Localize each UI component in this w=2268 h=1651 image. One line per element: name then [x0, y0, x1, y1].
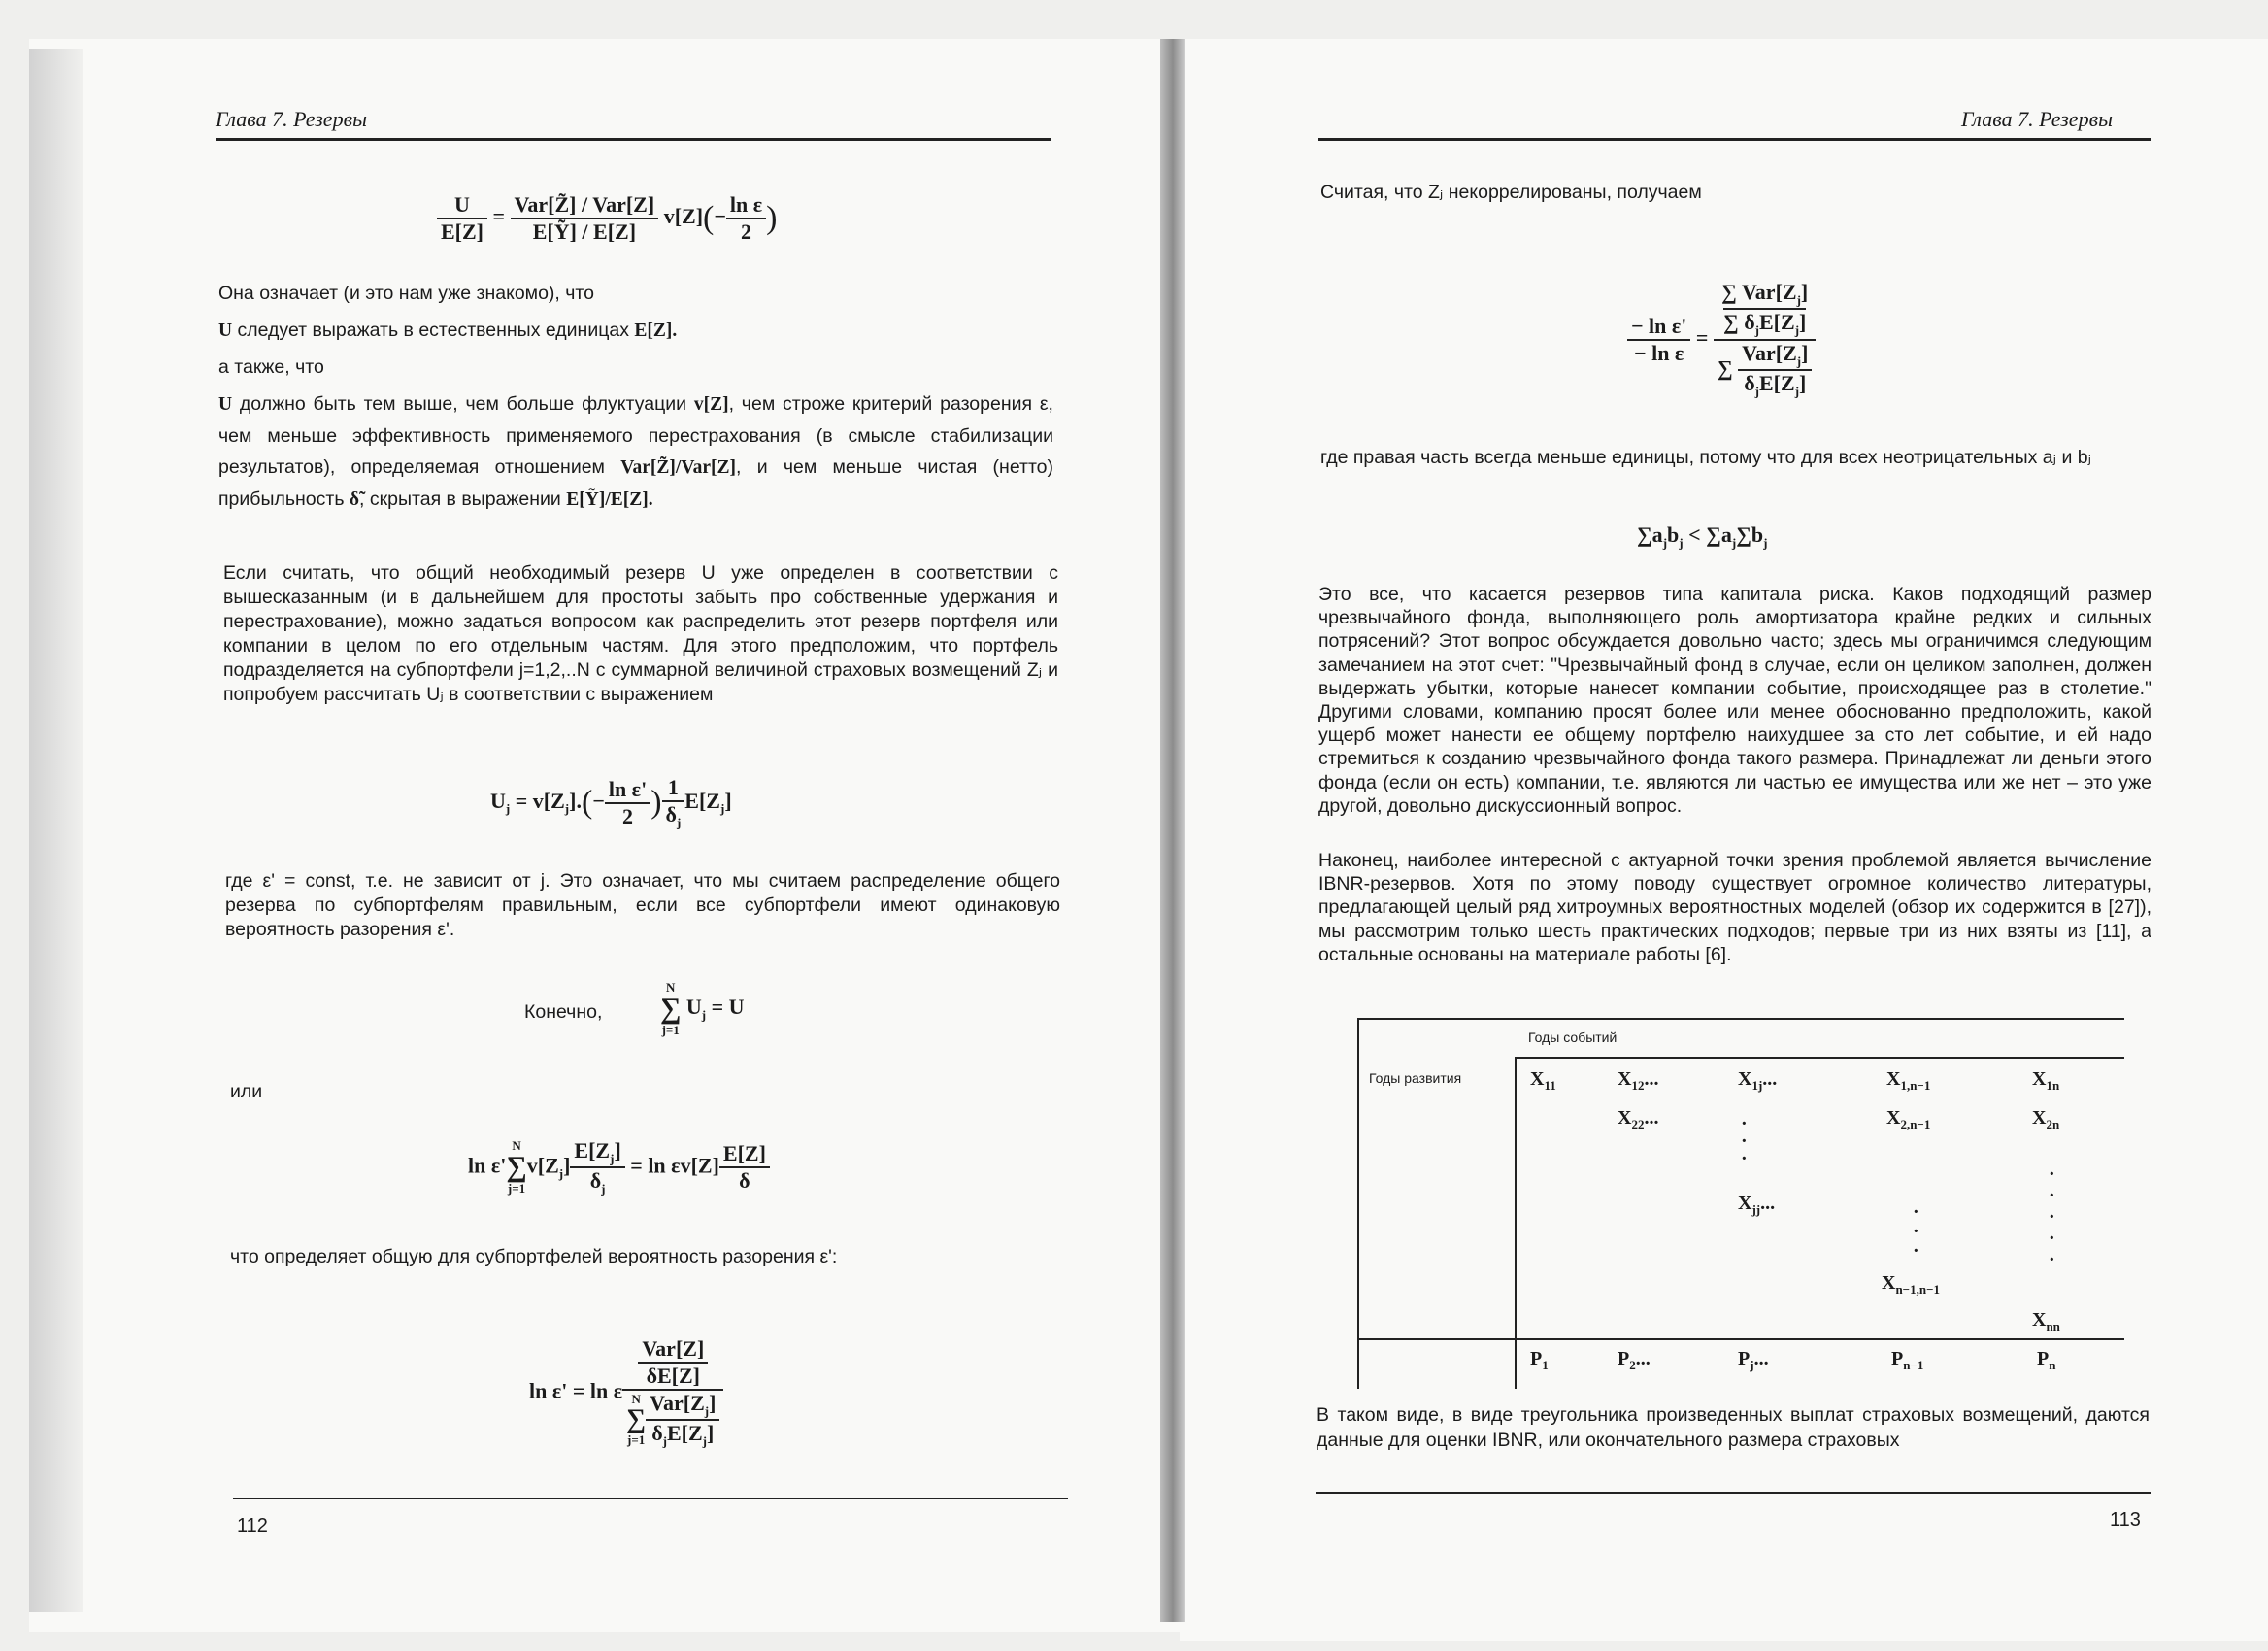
vertical-dots: · · · [1913, 1201, 1919, 1262]
cell-pn-1: $P_{n-1}$ [1891, 1348, 1924, 1372]
cell-x2n-1: $X_{2,n-1}$ [1886, 1107, 1931, 1131]
paragraph-right-part: где правая часть всегда меньше единицы, потому что для всех неотрицательных aⱼ и bⱼ [1320, 447, 2092, 468]
cell-p1: $P_1$ [1530, 1348, 1549, 1372]
header-rule-right [1318, 138, 2151, 141]
text-span: следует выражать в естественных единицах [232, 320, 635, 341]
table-row-header: Годы развития [1369, 1070, 1462, 1086]
cell-pj: $P_j$... [1738, 1348, 1769, 1372]
paragraph-uncorrelated: Считая, что Zⱼ некоррелированы, получаем [1320, 182, 1702, 203]
cell-x12: $X_{12}$... [1618, 1068, 1659, 1093]
cell-x1n: $X_{1n}$ [2032, 1068, 2060, 1093]
page-edge-shadow [29, 49, 83, 1612]
claims-triangle-table [1357, 1018, 2124, 1389]
page-number-left: 112 [237, 1515, 268, 1536]
running-header-right: Глава 7. Резервы [1961, 107, 2114, 131]
equation-uj: $U_j = v[Z_j].(-$ $\frac{\text{ln ε'}}{2}$ ) $\frac{1}{\delta_j}$ $E[Z_j]$ [490, 775, 732, 830]
header-rule-left [216, 138, 1051, 141]
paragraph-emergency-fund: Это все, что касается резервов типа капитала риска. Каков подходящий размер чрезвычайного фонда, выполняющего роль амортизатора крайне редких и сильных потрясений? Этот вопрос обсуждается довольно часто; здесь мы ограничимся следующим замечанием на этот счет: "Чрезвычайный фонд в случае, если он целиком заполнен, должен выдержать убытки, которые нанесет компании событие, происходящее раз в столетие." Другими словами, компанию просят более или менее обоснованно предположить, какой ущерб может нанести ее общему портфелю наихудшее за сто лет событие, и ей надо стремиться к созданию чрезвычайного фонда такого размера. Принадлежат ли деньги этого фонда (если он есть) компании, т.е. являются ли частью ее имущества или же нет – это уже другой, довольно дискуссионный вопрос. [1318, 584, 2151, 817]
paragraph-units [218, 319, 1053, 343]
table-col-header: Годы событий [1528, 1029, 1618, 1045]
equation-sum-inequality: $\sum a_jb_j < \sum a_j\sum b_j$ [1637, 522, 1768, 551]
label-konechno: Конечно, [524, 1001, 603, 1023]
cell-p2: $P_2$... [1618, 1348, 1651, 1372]
label-ili: или [230, 1081, 263, 1102]
text-span: , и чем меньше чистая (нетто) прибыльность [218, 456, 1054, 510]
paragraph-u-higher [218, 388, 1053, 516]
paragraph-intro: Она означает (и это нам уже знакомо), что [218, 283, 594, 304]
equation-u-ratio: $\frac{U}{E[Z]}$ = $\frac{\text{Var[Z̃] / Var[Z]}}{\text{E[Ỹ] / E[Z]}}$ v[Z](− $\frac{\text{ln ε}}{2}$ ) [437, 192, 777, 245]
cell-xn-1n-1: $X_{n-1,n-1}$ [1882, 1272, 1940, 1297]
symbol-var-ratio: Var[Z̃]/Var[Z] [620, 457, 737, 478]
table-totals-rule [1357, 1338, 2124, 1340]
cell-x1j: $X_{1j}$... [1738, 1068, 1778, 1093]
cell-x1n-1: $X_{1,n-1}$ [1886, 1068, 1931, 1093]
cell-xjj: $X_{jj}$... [1738, 1193, 1776, 1217]
paragraph-also: а также, что [218, 356, 324, 378]
text-span: , скрытая в выражении [359, 489, 567, 510]
cell-x22: $X_{22}$... [1618, 1107, 1659, 1131]
symbol-delta: δ̃ [349, 489, 360, 510]
symbol-vz: v[Z] [693, 394, 729, 415]
paragraph-triangle: В таком виде, в виде треугольника произведенных выплат страховых возмещений, даются данные для оценки IBNR, или окончательного размера страховых [1317, 1404, 2150, 1451]
text-span: , чем строже критерий разорения ε, чем меньше эффективность применяемого перестрахования (в смысле стабилизации результатов), определяемая отношением [218, 393, 1053, 478]
table-header-rule [1515, 1057, 2124, 1059]
text-span: должно быть тем выше, чем больше флуктуации [232, 393, 694, 415]
symbol-u: U [218, 394, 233, 415]
cell-x2n: $X_{2n}$ [2032, 1107, 2060, 1131]
footer-rule-right [1316, 1492, 2151, 1494]
equation-ratio-epsilons: $\frac{\text{− ln ε'}}{\text{− ln ε}}$ = ∑ $Var[Z_j]$ ∑ $\delta_jE[Z_j]$ ∑ $\frac{Var[Z_j]}{\delta_jE[Z_j]}$ [1627, 280, 1816, 400]
symbol-u: U [218, 320, 233, 341]
paragraph-epsilon-const: где ε' = const, т.е. не зависит от j. Это означает, что мы считаем распределение общего резерва по субпортфелям правильным, если все субпортфели имеют одинаковую вероятность разорения ε'. [225, 870, 1060, 940]
cell-pn: $P_n$ [2037, 1348, 2056, 1372]
running-header-left: Глава 7. Резервы [216, 107, 368, 131]
vertical-dots: · · · [1741, 1113, 1748, 1169]
paragraph-general-reserve: Если считать, что общий необходимый резерв U уже определен в соответствии с вышесказанным (и в дальнейшем для простоты забыть про собственные удержания и перестрахование), можно задаться вопросом как распределить этот резерв портфеля или компании в целом по его отдельным частям. Для этого предположим, что портфель подразделяется на субпортфели j=1,2,..N с суммарной величиной страховых возмещений Zⱼ и попробуем рассчитать Uⱼ в соответствии с выражением [223, 562, 1058, 705]
paragraph-ibnr: Наконец, наиболее интересной с актуарной точки зрения проблемой является вычисление IBNR-резервов. Хотя по этому поводу существует огромное количество литературы, предлагающей целый ряд хитроумных вероятностных моделей (обзор их содержится в [27]), мы рассмотрим только шесть практических подходов; первые три из них взяты из [11], а остальные основаны на материале работы [6]. [1318, 850, 2151, 965]
table-left-rule [1357, 1018, 1359, 1389]
equation-sum-u: N ∑ j=1 $U_j = U$ [660, 980, 745, 1037]
cell-x11: $X_{11}$ [1530, 1068, 1556, 1093]
paragraph-total-probability: что определяет общую для субпортфелей вероятность разорения ε': [230, 1246, 838, 1267]
page-number-right: 113 [2110, 1509, 2141, 1531]
symbol-ez: E[Z]. [634, 320, 678, 341]
table-top-rule [1357, 1018, 2124, 1020]
equation-ln-eps-sum: ln ε'N ∑ $j=1v[Z_j]$ $\frac{E[Z_j]}{\delta_j}$ = ln εv[Z] $\frac{E[Z]}{\delta}$ [468, 1138, 770, 1197]
symbol-ey-ratio: E[Ỹ]/E[Z]. [566, 489, 653, 510]
equation-ln-eps-prime: ln ε' = ln ε $\frac{\text{Var[Z]}}{\delta E[Z]}$ N ∑ j=1 $\frac{Var[Z_j]}{\delta_jE[Z_j]}$ [529, 1336, 723, 1450]
cell-xnn: $X_{nn}$ [2032, 1309, 2060, 1333]
vertical-dots: · · · · · [2049, 1163, 2055, 1270]
book-binding [1160, 39, 1185, 1622]
footer-rule-left [233, 1498, 1068, 1499]
